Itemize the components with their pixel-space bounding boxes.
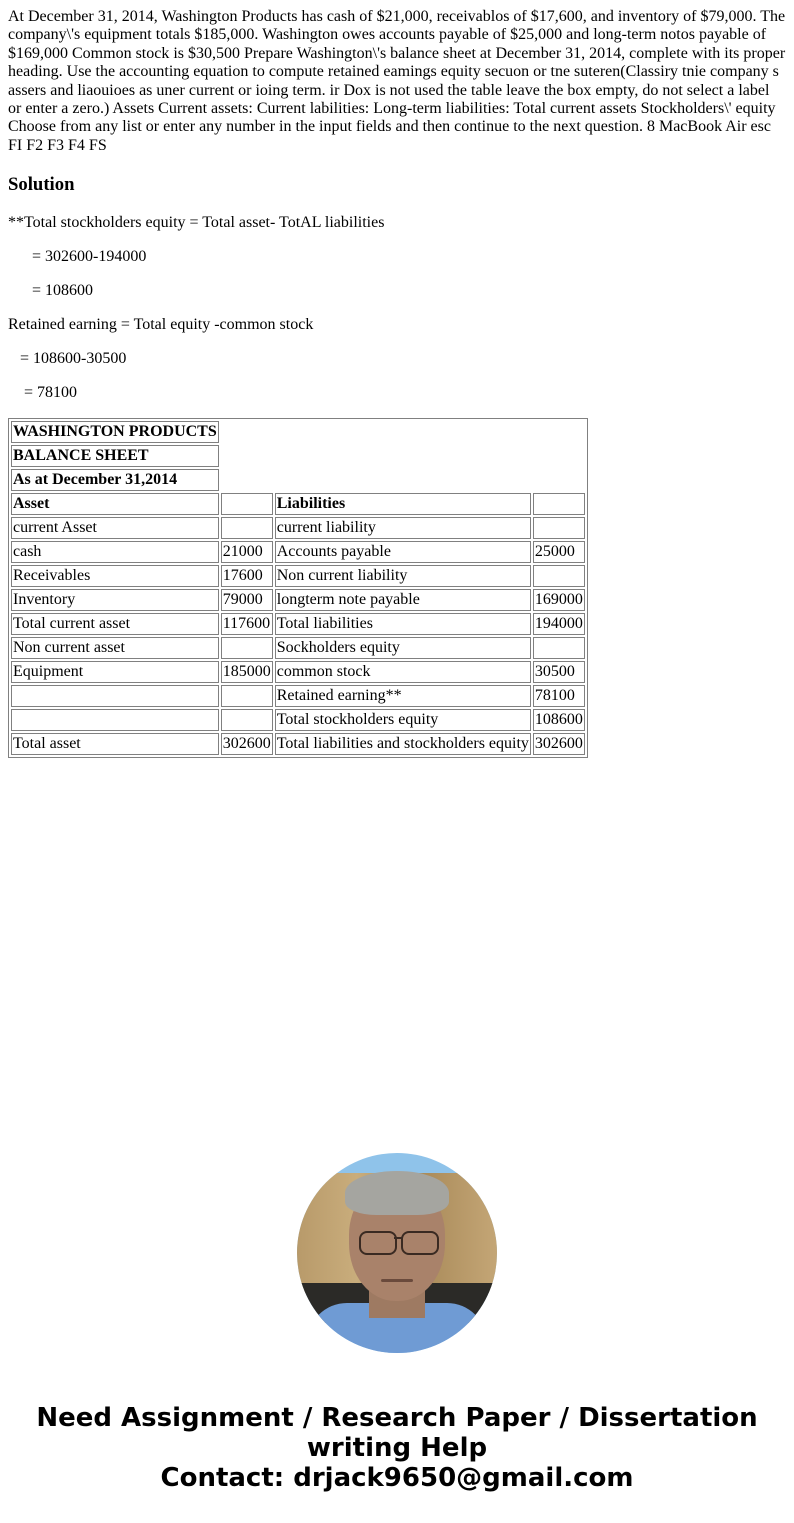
liability-label: Non current liability — [275, 565, 531, 587]
liability-label: current liability — [275, 517, 531, 539]
glasses-icon — [359, 1231, 397, 1255]
table-row — [11, 637, 585, 659]
table-row — [11, 589, 585, 611]
asset-label: Inventory — [11, 589, 219, 611]
liability-amount — [533, 517, 585, 539]
table-row — [11, 661, 585, 683]
assets-header: Asset — [11, 493, 219, 515]
solution-line: **Total stockholders equity = Total asset- TotAL liabilities — [8, 214, 385, 232]
table-row — [11, 469, 585, 491]
table-row — [11, 709, 585, 731]
table-row — [11, 445, 585, 467]
asset-amount — [221, 637, 273, 659]
liability-label: Accounts payable — [275, 541, 531, 563]
liability-label: Sockholders equity — [275, 637, 531, 659]
solution-title: Solution — [8, 174, 75, 196]
asset-amount: 185000 — [221, 661, 273, 683]
solution-line: = 108600-30500 — [8, 350, 127, 368]
solution-line: = 78100 — [8, 384, 78, 402]
footer-line-2: writing Help — [306, 1433, 488, 1463]
liability-amount: 78100 — [533, 685, 585, 707]
liability-label: longterm note payable — [275, 589, 531, 611]
table-row — [11, 541, 585, 563]
liabilities-header: Liabilities — [275, 493, 531, 515]
table-row — [11, 733, 585, 755]
balance-sheet-table — [8, 418, 588, 758]
table-row — [11, 517, 585, 539]
liability-label: common stock — [275, 661, 531, 683]
statement-title-cell: BALANCE SHEET — [11, 445, 219, 467]
asset-label: Total current asset — [11, 613, 219, 635]
liability-amount: 302600 — [533, 733, 585, 755]
asset-amount: 17600 — [221, 565, 273, 587]
asset-amount: 302600 — [221, 733, 273, 755]
liability-amount — [533, 565, 585, 587]
author-avatar — [297, 1153, 497, 1353]
asset-label — [11, 709, 219, 731]
question-text: At December 31, 2014, Washington Products has cash of $21,000, receivablos of $17,600, and inventory of $79,000. The company\'s equipment totals $185,000. Washington owes accounts payable of $25,000 and long-term notos payable of $169,000 Common stock is $30,500 Prepare Washington\'s balance sheet at December 31, 2014, complete with its proper heading. Use the accounting equation to compute retained eamings equity secuon or tne suteren(Classiry tnie company s assers and liaouioes as uner current or ioing term. ir Dox is not used the table leave the box empty, do not select a label or enter a zero.) Assets Current assets: Current labilities: Long-term liabilities: Total current assets Stockholders\' equity Choose from any list or enter any number in the input fields and then continue to the next question. 8 MacBook Air esc FI F2 F3 F4 FS — [8, 8, 786, 154]
page-content — [0, 0, 794, 758]
solution-line: Retained earning = Total equity -common stock — [8, 316, 314, 334]
asset-amount — [221, 685, 273, 707]
table-header-row — [11, 493, 585, 515]
liability-amount: 108600 — [533, 709, 585, 731]
asset-label: Receivables — [11, 565, 219, 587]
liability-amount — [533, 637, 585, 659]
solution-line: = 302600-194000 — [8, 248, 147, 266]
liability-label: Total liabilities and stockholders equity — [275, 733, 531, 755]
footer-contact-email: Contact: drjack9650@gmail.com — [160, 1463, 634, 1493]
contact-footer — [0, 1403, 794, 1493]
table-row — [11, 421, 585, 443]
asset-label: cash — [11, 541, 219, 563]
statement-date-cell: As at December 31,2014 — [11, 469, 219, 491]
asset-label: current Asset — [11, 517, 219, 539]
footer-line-1: Need Assignment / Research Paper / Dissertation — [36, 1403, 758, 1433]
liability-label: Retained earning** — [275, 685, 531, 707]
liability-amount: 194000 — [533, 613, 585, 635]
table-row — [11, 685, 585, 707]
liability-label: Total stockholders equity — [275, 709, 531, 731]
asset-label: Non current asset — [11, 637, 219, 659]
asset-amount: 117600 — [221, 613, 273, 635]
asset-amount: 79000 — [221, 589, 273, 611]
liability-amount: 25000 — [533, 541, 585, 563]
asset-amount — [221, 517, 273, 539]
asset-amount — [221, 709, 273, 731]
liability-amount: 30500 — [533, 661, 585, 683]
liability-amount: 169000 — [533, 589, 585, 611]
company-name-cell: WASHINGTON PRODUCTS — [11, 421, 219, 443]
asset-label — [11, 685, 219, 707]
liability-label: Total liabilities — [275, 613, 531, 635]
table-row — [11, 565, 585, 587]
assets-amount-header — [221, 493, 273, 515]
asset-amount: 21000 — [221, 541, 273, 563]
asset-label: Total asset — [11, 733, 219, 755]
asset-label: Equipment — [11, 661, 219, 683]
liabilities-amount-header — [533, 493, 585, 515]
table-row — [11, 613, 585, 635]
solution-line: = 108600 — [8, 282, 94, 300]
